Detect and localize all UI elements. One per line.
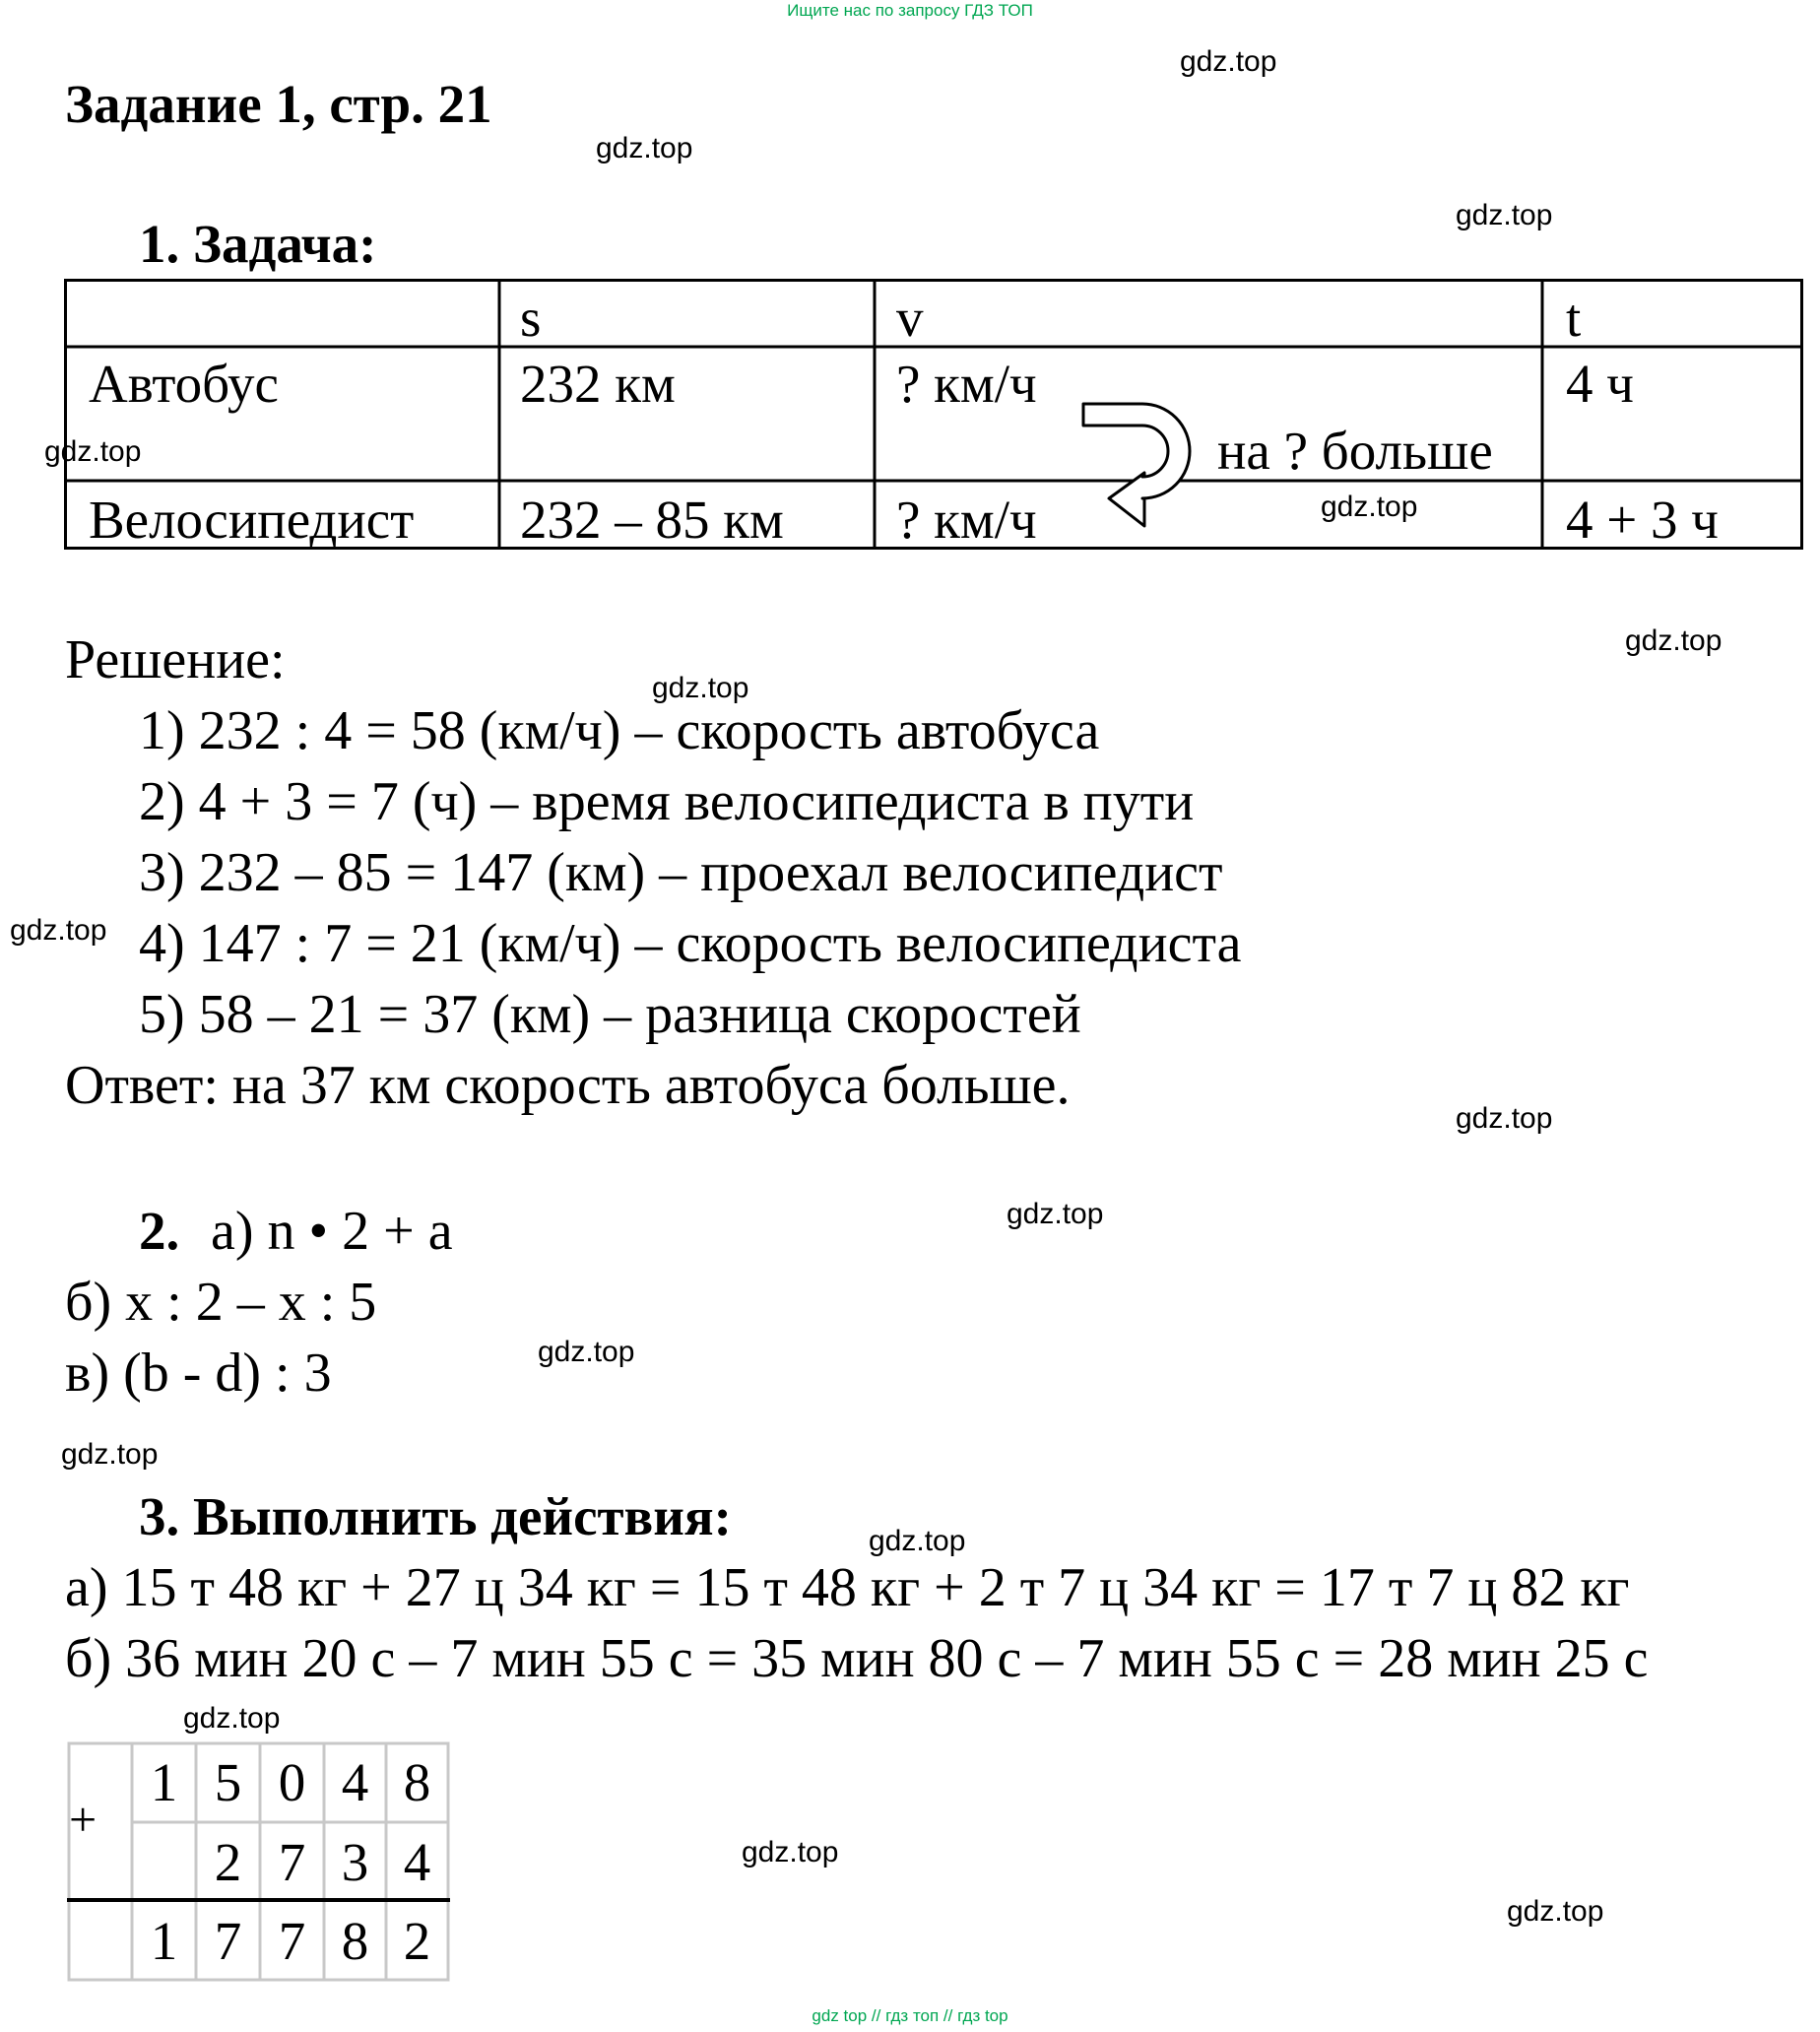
solution-step: 1) 232 : 4 = 58 (км/ч) – скорость автобуса (139, 700, 1100, 761)
section2-b: б) x : 2 – x : 5 (65, 1272, 377, 1333)
table-header-v: v (896, 288, 924, 348)
solution-step: 3) 232 – 85 = 147 (км) – проехал велосипедист (139, 842, 1223, 903)
watermark: gdz.top (652, 672, 749, 704)
addend2-digit: 7 (278, 1832, 306, 1892)
addend1-digit: 4 (341, 1752, 369, 1812)
section3-b: б) 36 мин 20 с – 7 мин 55 с = 35 мин 80 с – 7 мин 55 с = 28 мин 25 с (65, 1628, 1649, 1689)
section2-c: в) (b - d) : 3 (65, 1343, 332, 1404)
row-cyclist-label: Велосипедист (89, 490, 415, 550)
section3-a: а) 15 т 48 кг + 27 ц 34 кг = 15 т 48 кг + 2 т 7 ц 34 кг = 17 т 7 ц 82 кг (65, 1557, 1630, 1618)
solution-step: 4) 147 : 7 = 21 (км/ч) – скорость велосипедиста (139, 913, 1242, 974)
watermark: gdz.top (742, 1836, 839, 1868)
addition-operator: + (69, 1792, 98, 1847)
top-banner[interactable]: Ищите нас по запросу ГДЗ ТОП (787, 1, 1033, 20)
watermark: gdz.top (596, 132, 693, 164)
answer: Ответ: на 37 км скорость автобуса больше. (65, 1055, 1071, 1116)
watermark: gdz.top (1180, 45, 1277, 78)
watermark: gdz.top (1507, 1895, 1604, 1928)
sum-digit: 8 (341, 1911, 369, 1971)
table-header-s: s (520, 288, 542, 348)
watermark: gdz.top (1007, 1198, 1104, 1230)
addend2-digit: 4 (403, 1832, 431, 1892)
addend1-digit: 0 (278, 1752, 306, 1812)
solution-step: 2) 4 + 3 = 7 (ч) – время велосипедиста в пути (139, 771, 1195, 832)
section2-a: а) n • 2 + a (211, 1201, 453, 1262)
row-bus-v: ? км/ч (896, 354, 1037, 414)
section3-heading: 3. Выполнить действия: (139, 1486, 732, 1546)
page-title: Задание 1, стр. 21 (65, 74, 492, 134)
sum-digit: 7 (214, 1911, 242, 1971)
solution-label: Решение: (65, 629, 286, 690)
row-bus-t: 4 ч (1566, 354, 1634, 414)
watermark: gdz.top (61, 1438, 159, 1471)
row-bus-label: Автобус (89, 354, 279, 414)
compare-label: на ? больше (1217, 421, 1493, 481)
watermark: gdz.top (183, 1702, 281, 1735)
addend1-digit: 5 (214, 1752, 242, 1812)
watermark: gdz.top (1456, 199, 1553, 231)
solution-step: 5) 58 – 21 = 37 (км) – разница скоростей (139, 984, 1081, 1045)
bottom-banner[interactable]: gdz top // гдз топ // гдз top (812, 2006, 1008, 2025)
sum-digit: 7 (278, 1911, 306, 1971)
watermark: gdz.top (1321, 491, 1418, 523)
addend1-digit: 1 (150, 1752, 178, 1812)
watermark: gdz.top (538, 1336, 635, 1368)
row-cyclist-s: 232 – 85 км (520, 490, 784, 550)
row-cyclist-v: ? км/ч (896, 490, 1037, 550)
watermark: gdz.top (10, 914, 107, 947)
watermark: gdz.top (869, 1525, 966, 1557)
table-header-t: t (1566, 288, 1582, 348)
row-cyclist-t: 4 + 3 ч (1566, 490, 1719, 550)
addend2-digit: 3 (341, 1832, 369, 1892)
watermark: gdz.top (1456, 1102, 1553, 1135)
section1-heading: 1. Задача: (139, 214, 377, 274)
section2-number: 2. (139, 1201, 180, 1261)
watermark: gdz.top (1625, 624, 1722, 657)
sum-digit: 1 (150, 1911, 178, 1971)
row-bus-s: 232 км (520, 354, 676, 414)
addend2-digit: 2 (214, 1832, 242, 1892)
sum-digit: 2 (403, 1911, 431, 1971)
watermark: gdz.top (44, 435, 142, 468)
addend1-digit: 8 (403, 1752, 431, 1812)
